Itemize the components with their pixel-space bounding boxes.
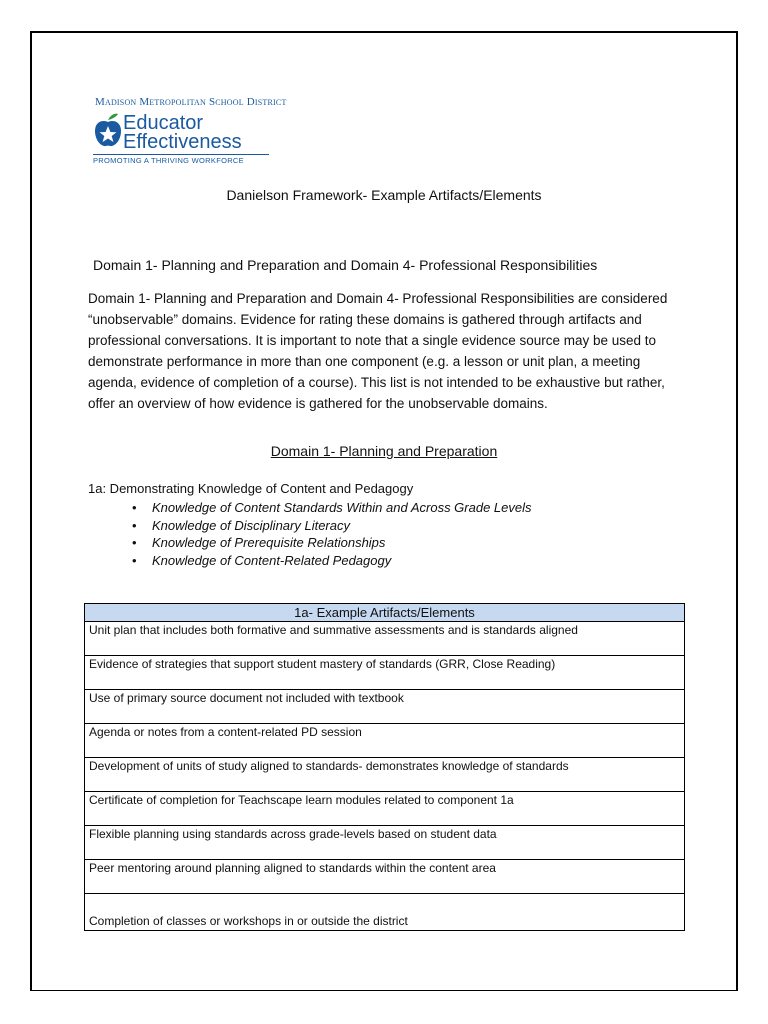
page-border-top (30, 31, 738, 33)
table-row (85, 758, 685, 792)
page-border-right (736, 31, 738, 991)
table-cell: Unit plan that includes both formative and summative assessments and is standards aligned (85, 622, 685, 656)
table-cell: Flexible planning using standards across grade-levels based on student data (85, 826, 685, 860)
bullet-item (88, 517, 532, 535)
table-row (85, 690, 685, 724)
table-cell: Peer mentoring around planning aligned to standards within the content area (85, 860, 685, 894)
bullet-text: Knowledge of Prerequisite Relationships (152, 535, 386, 550)
bullet-dot-icon: • (132, 500, 137, 515)
bullet-dot-icon: • (132, 517, 137, 533)
table-row (85, 622, 685, 656)
logo-word-educator: Educator (123, 112, 204, 134)
table-cell: Certificate of completion for Teachscape learn modules related to component 1a (85, 792, 685, 826)
domain1-heading: Domain 1- Planning and Preparation (270, 443, 498, 459)
page-border-bottom (30, 990, 738, 991)
bullet-dot-icon: • (132, 552, 137, 568)
table-row (85, 826, 685, 860)
table-row (85, 792, 685, 826)
page-border-left (30, 31, 32, 991)
bullet-dot-icon: • (132, 535, 137, 550)
section-heading: Domain 1- Planning and Preparation and Domain 4- Professional Responsibilities (93, 257, 598, 273)
table-row (85, 656, 685, 690)
intro-paragraph: Domain 1- Planning and Preparation and Domain 4- Professional Responsibilities are considered “unobservable” domains. Evidence for rating these domains is gathered through artifacts and professional conversations. It is important to note that a single evidence source may be used to demonstrate performance in more than one component (e.g. a lesson or unit plan, a meeting agenda, evidence of completion of a course). This list is not intended to be exhaustive but rather, offer an overview of how evidence is gathered for the unobservable domains. (88, 291, 668, 411)
table-cell: Evidence of strategies that support student mastery of standards (GRR, Close Reading) (85, 656, 685, 690)
document-title: Danielson Framework- Example Artifacts/Elements (226, 187, 542, 203)
table-header-row (85, 604, 685, 622)
bullet-item (88, 499, 532, 517)
table-cell: Use of primary source document not included with textbook (85, 690, 685, 724)
component-1a-bullet-list (88, 499, 532, 569)
table-row (85, 860, 685, 894)
logo-underline (93, 154, 269, 155)
table-cell: Agenda or notes from a content-related PD session (85, 724, 685, 758)
component-1a-title: 1a: Demonstrating Knowledge of Content and Pedagogy (88, 481, 414, 496)
table-row (85, 894, 685, 931)
logo-district-name: Madison Metropolitan School District (95, 96, 287, 108)
bullet-text: Knowledge of Content-Related Pedagogy (152, 552, 392, 568)
bullet-item (88, 552, 532, 570)
table-cell: Development of units of study aligned to standards- demonstrates knowledge of standards (85, 758, 685, 792)
bullet-item (88, 534, 532, 552)
logo-word-effectiveness: Effectiveness (123, 131, 242, 153)
bullet-text: Knowledge of Content Standards Within and Across Grade Levels (152, 500, 532, 515)
bullet-text: Knowledge of Disciplinary Literacy (152, 517, 350, 533)
table-cell: Completion of classes or workshops in or outside the district (85, 894, 685, 931)
table-header: 1a- Example Artifacts/Elements (85, 604, 685, 622)
table-row (85, 724, 685, 758)
educator-effectiveness-logo (93, 96, 287, 168)
apple-star-icon (93, 112, 123, 150)
artifacts-table (84, 603, 685, 931)
logo-tagline: PROMOTING A THRIVING WORKFORCE (93, 156, 244, 165)
